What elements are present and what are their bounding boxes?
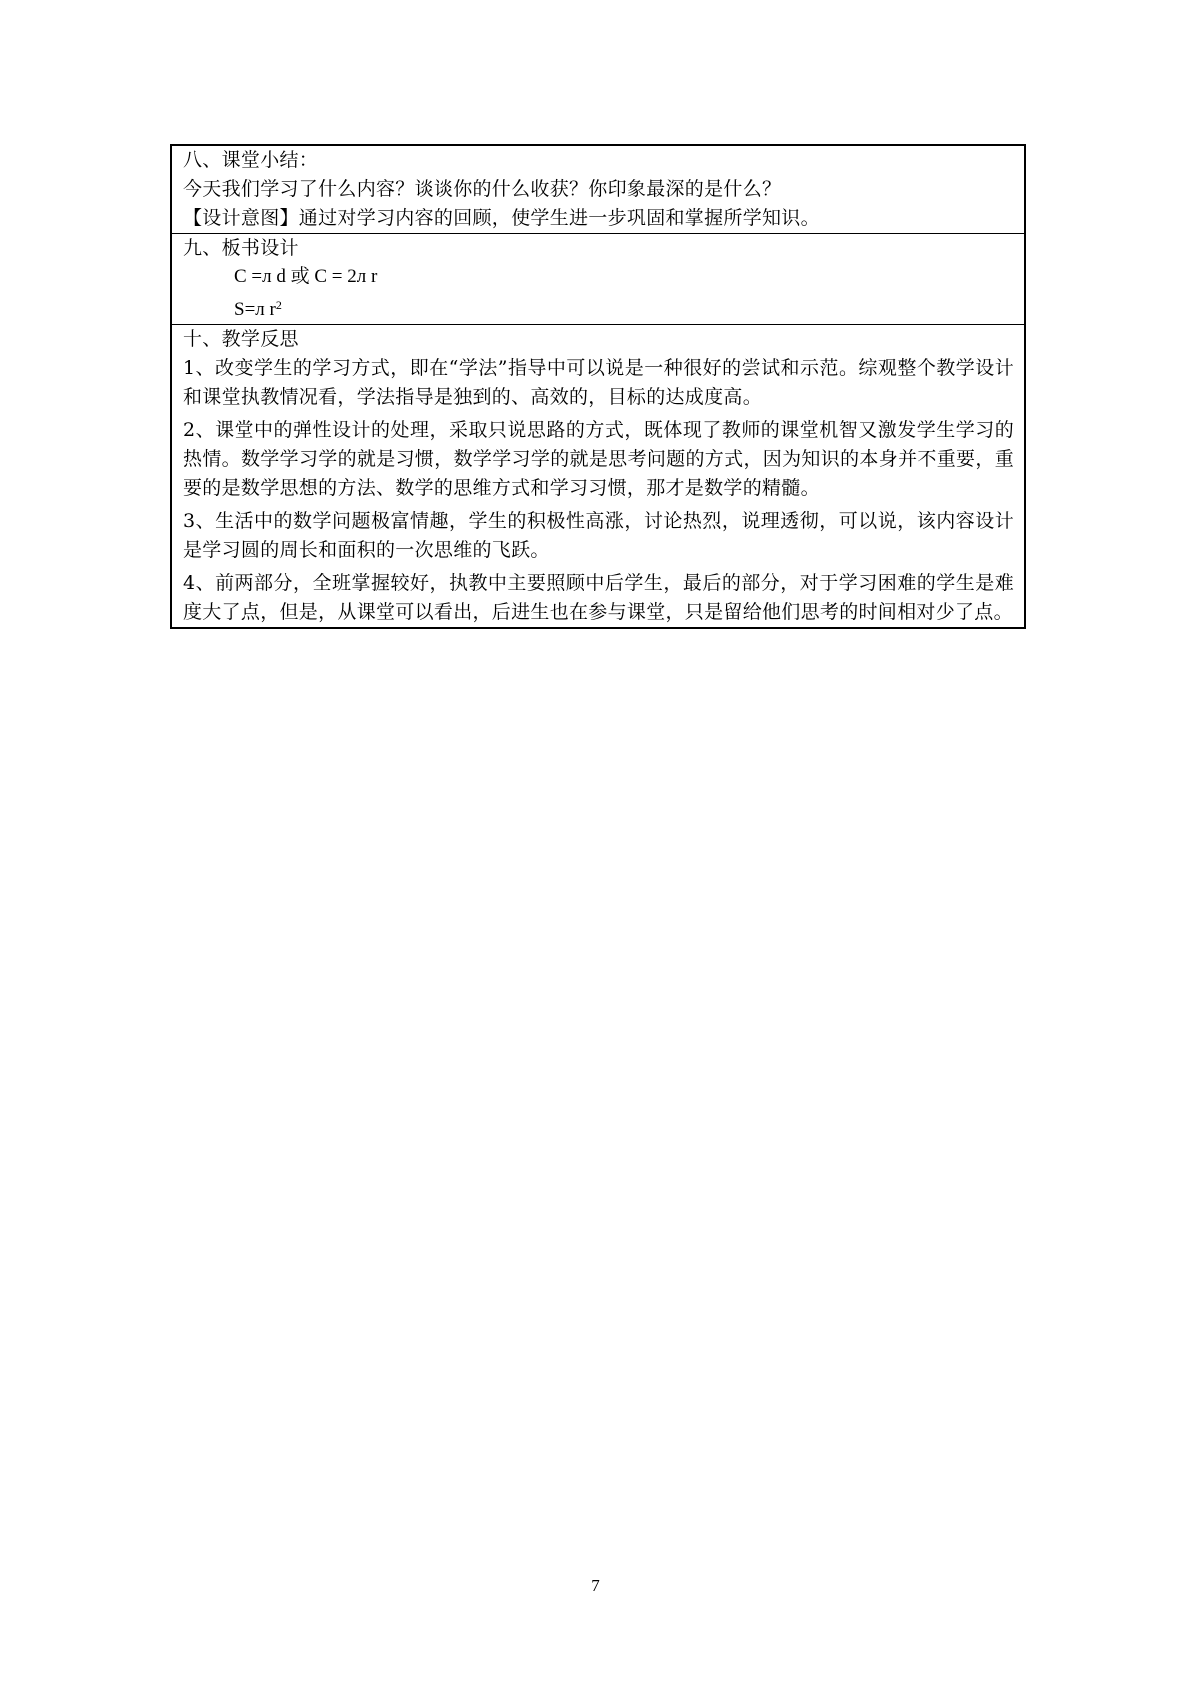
- reflection-item: 2、课堂中的弹性设计的处理，采取只说思路的方式，既体现了教师的课堂机智又激发学生学习的热情。数学学习学的就是习惯，数学学习学的就是思考问题的方式，因为知识的本身并不重要，重要的是数学思想的方法、数学的思维方式和学习习惯，那才是数学的精髓。: [183, 419, 1014, 499]
- lesson-plan-table: [170, 144, 1026, 629]
- formula-area-exponent: 2: [275, 298, 282, 312]
- page-number: 7: [591, 1576, 600, 1595]
- section-summary-intent: 【设计意图】通过对学习内容的回顾，使学生进一步巩固和掌握所学知识。: [183, 207, 820, 229]
- reflection-item: 3、生活中的数学问题极富情趣，学生的积极性高涨，讨论热烈，说理透彻，可以说，该内容设计是学习圆的周长和面积的一次思维的飞跃。: [183, 510, 1014, 561]
- reflection-item: 1、改变学生的学习方式，即在“学法”指导中可以说是一种很好的尝试和示范。综观整个教学设计和课堂执教情况看，学法指导是独到的、高效的，目标的达成度高。: [183, 357, 1014, 408]
- formula-area-base: S=л r: [234, 299, 276, 320]
- formula-circumference: C =л d 或 C = 2л r: [234, 266, 378, 287]
- formula-area: [183, 291, 1014, 324]
- section-summary-heading: 八、课堂小结：: [183, 149, 319, 171]
- section-summary-question: 今天我们学习了什么内容？谈谈你的什么收获？你印象最深的是什么？: [183, 178, 782, 200]
- section-reflection: [172, 324, 1024, 627]
- section-summary: [172, 146, 1024, 233]
- reflection-item: 4、前两部分，全班掌握较好，执教中主要照顾中后学生，最后的部分，对于学习困难的学生是难度大了点，但是，从课堂可以看出，后进生也在参与课堂，只是留给他们思考的时间相对少了点。: [183, 572, 1014, 623]
- section-reflection-heading: 十、教学反思: [183, 328, 299, 350]
- section-board-design: [172, 233, 1024, 324]
- section-board-heading: 九、板书设计: [183, 237, 299, 259]
